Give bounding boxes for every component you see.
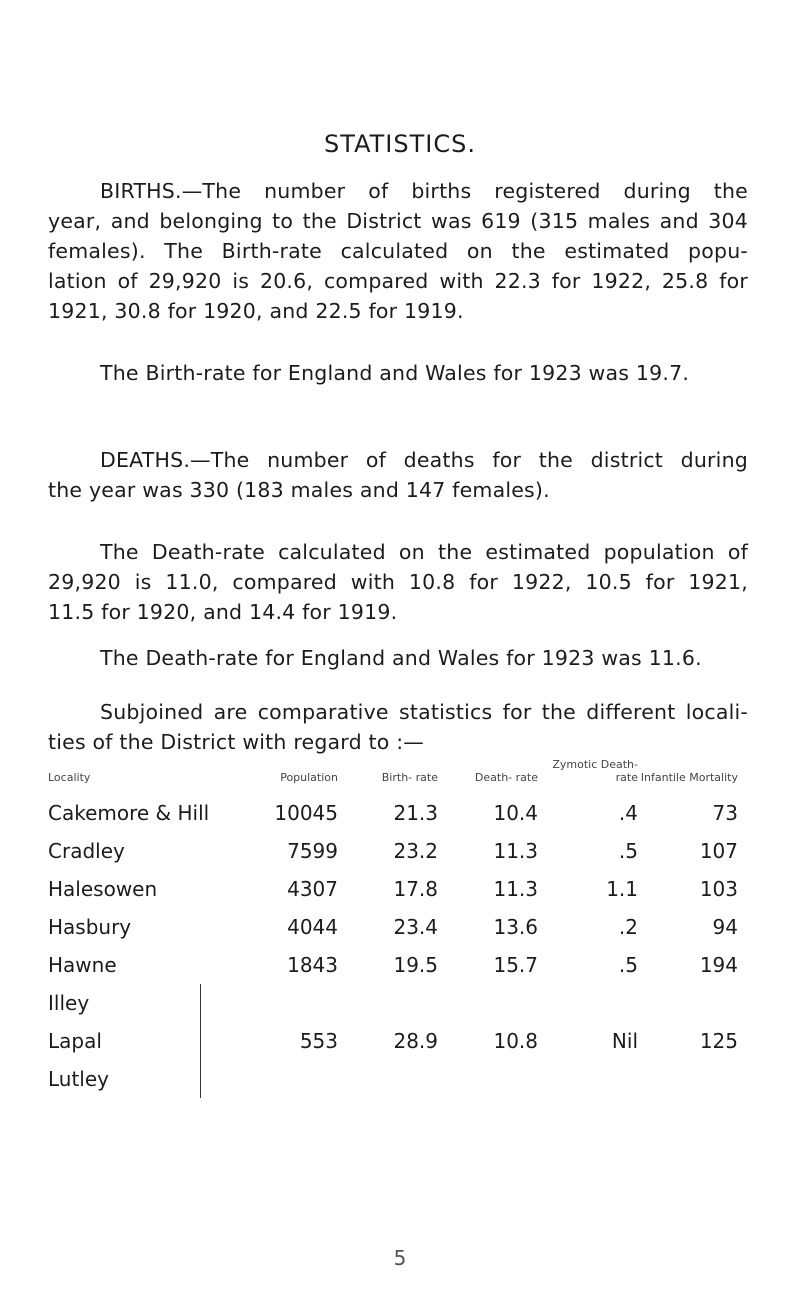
header-birth-rate: Birth- rate xyxy=(381,771,438,784)
births-england-paragraph xyxy=(48,358,748,388)
births-paragraph xyxy=(48,176,748,326)
subjoined-paragraph xyxy=(48,697,748,757)
locality-cell: Cakemore & Hill xyxy=(48,801,210,825)
population-cell: 1843 xyxy=(287,953,338,977)
table-row xyxy=(48,870,738,908)
locality-cell: Cradley xyxy=(48,839,125,863)
zymotic-cell: .5 xyxy=(618,839,638,863)
page-number: 5 xyxy=(393,1246,407,1270)
death-rate-cell: 13.6 xyxy=(493,915,538,939)
population-cell: 4044 xyxy=(287,915,338,939)
grouped-locality: Lapal xyxy=(48,1029,102,1053)
death-rate-line: The Death-rate calculated on the estimated population of xyxy=(100,540,748,564)
table-row xyxy=(48,794,738,832)
births-line: 1921, 30.8 for 1920, and 22.5 for 1919. xyxy=(48,299,464,323)
deaths-line: DEATHS.—The number of deaths for the district during xyxy=(100,448,748,472)
birth-rate-cell: 17.8 xyxy=(393,877,438,901)
header-infantile-mortality: Infantile Mortality xyxy=(640,771,738,784)
births-line: BIRTHS.—The number of births registered during the xyxy=(100,179,748,203)
population-cell: 553 xyxy=(299,1029,338,1053)
header-death-rate: Death- rate xyxy=(474,771,538,784)
header-locality: Locality xyxy=(48,771,91,784)
birth-rate-cell: 21.3 xyxy=(393,801,438,825)
page-title: STATISTICS. xyxy=(324,130,476,158)
table-header-row xyxy=(48,758,738,794)
death-rate-line: 11.5 for 1920, and 14.4 for 1919. xyxy=(48,600,398,624)
infantile-cell: 73 xyxy=(712,801,738,825)
deaths-england-line: The Death-rate for England and Wales for 1923 was 11.6. xyxy=(100,646,702,670)
grouped-locality: Illey xyxy=(48,991,90,1015)
zymotic-cell: .2 xyxy=(618,915,638,939)
death-rate-paragraph xyxy=(48,537,748,627)
births-england-line: The Birth-rate for England and Wales for 1923 was 19.7. xyxy=(100,361,690,385)
death-rate-cell: 10.4 xyxy=(493,801,538,825)
table-row-grouped xyxy=(48,984,738,1098)
birth-rate-cell: 23.4 xyxy=(393,915,438,939)
locality-cell: Halesowen xyxy=(48,877,158,901)
locality-statistics-table xyxy=(48,758,738,1098)
deaths-line: the year was 330 (183 males and 147 females). xyxy=(48,478,550,502)
grouped-locality-cell xyxy=(48,984,238,1098)
zymotic-cell: 1.1 xyxy=(606,877,638,901)
infantile-cell: 194 xyxy=(699,953,738,977)
infantile-cell: 103 xyxy=(699,877,738,901)
subjoined-line: ties of the District with regard to :— xyxy=(48,730,424,754)
population-cell: 7599 xyxy=(287,839,338,863)
subjoined-line: Subjoined are comparative statistics for the different locali- xyxy=(100,700,748,724)
header-zymotic-death-rate: Zymotic Death- rate xyxy=(552,758,638,784)
births-line: lation of 29,920 is 20.6, compared with 22.3 for 1922, 25.8 for xyxy=(48,269,748,293)
death-rate-cell: 15.7 xyxy=(493,953,538,977)
grouped-locality: Lutley xyxy=(48,1067,110,1091)
birth-rate-cell: 23.2 xyxy=(393,839,438,863)
locality-cell: Hawne xyxy=(48,953,117,977)
table-row xyxy=(48,908,738,946)
birth-rate-cell: 19.5 xyxy=(393,953,438,977)
births-line: females). The Birth-rate calculated on the estimated popu- xyxy=(48,239,748,263)
table-row xyxy=(48,946,738,984)
header-population: Population xyxy=(280,771,338,784)
death-rate-cell: 11.3 xyxy=(493,877,538,901)
locality-cell: Hasbury xyxy=(48,915,132,939)
table-row xyxy=(48,832,738,870)
infantile-cell: 94 xyxy=(712,915,738,939)
infantile-cell: 107 xyxy=(699,839,738,863)
deaths-england-paragraph xyxy=(48,643,748,673)
deaths-paragraph xyxy=(48,445,748,505)
zymotic-cell: Nil xyxy=(611,1029,638,1053)
population-cell: 10045 xyxy=(274,801,338,825)
births-line: year, and belonging to the District was 619 (315 males and 304 xyxy=(48,209,748,233)
population-cell: 4307 xyxy=(287,877,338,901)
zymotic-cell: .4 xyxy=(618,801,638,825)
death-rate-cell: 11.3 xyxy=(493,839,538,863)
zymotic-cell: .5 xyxy=(618,953,638,977)
birth-rate-cell: 28.9 xyxy=(393,1029,438,1053)
death-rate-line: 29,920 is 11.0, compared with 10.8 for 1922, 10.5 for 1921, xyxy=(48,570,748,594)
death-rate-cell: 10.8 xyxy=(493,1029,538,1053)
brace-line xyxy=(200,984,211,1098)
infantile-cell: 125 xyxy=(699,1029,738,1053)
